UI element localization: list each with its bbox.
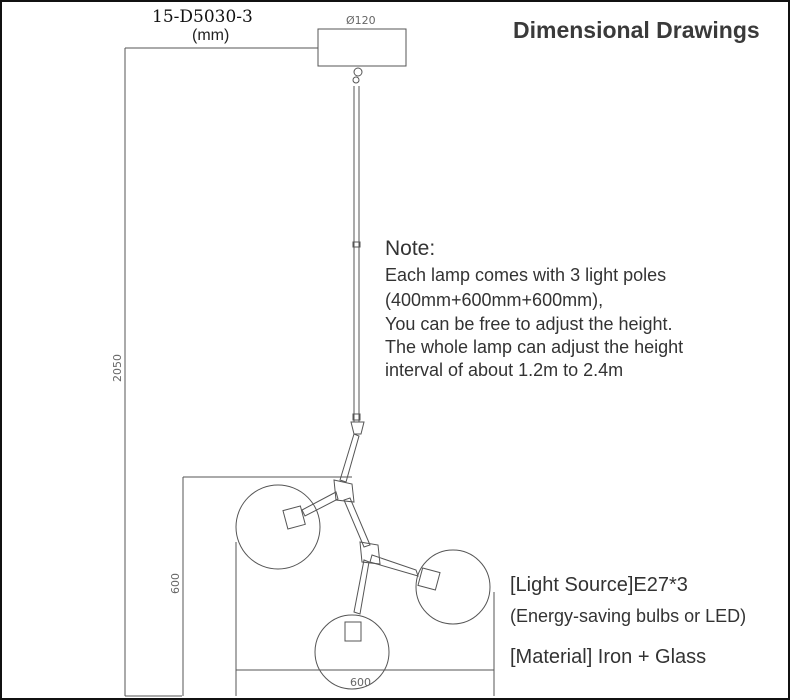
hook	[354, 68, 362, 76]
fixture-width-label: 600	[350, 676, 371, 689]
canopy	[318, 29, 406, 66]
total-height-label: 2050	[111, 354, 124, 382]
globe-left	[236, 485, 320, 569]
branch-right	[370, 555, 418, 576]
branch-left	[302, 492, 338, 516]
globe-right	[416, 550, 490, 624]
note-line: You can be free to adjust the height.	[385, 314, 673, 334]
unit-label: (mm)	[192, 27, 230, 44]
branch-down	[354, 560, 369, 614]
note-line: interval of about 1.2m to 2.4m	[385, 360, 624, 380]
note-line: Each lamp comes with 3 light poles	[385, 265, 667, 285]
fixture-height-label: 600	[169, 573, 182, 594]
socket-left	[283, 506, 305, 529]
junction-upper	[334, 480, 354, 502]
socket-bottom	[345, 622, 361, 641]
light-source-spec: [Light Source]E27*3	[510, 574, 688, 596]
note-line: (400mm+600mm+600mm),	[385, 290, 604, 310]
note-line: The whole lamp can adjust the height	[385, 337, 684, 357]
light-source-note: (Energy-saving bulbs or LED)	[510, 606, 747, 626]
page-title: Dimensional Drawings	[513, 17, 760, 43]
material-spec: [Material] Iron + Glass	[510, 646, 707, 668]
rod-end	[351, 422, 364, 434]
note-heading: Note:	[385, 237, 436, 260]
branch-main	[340, 434, 359, 482]
model-number: 15-D5030-3	[152, 7, 253, 27]
canopy-diameter-label: Ø120	[346, 14, 376, 27]
socket-right	[418, 568, 440, 590]
branch-middle	[344, 498, 370, 547]
